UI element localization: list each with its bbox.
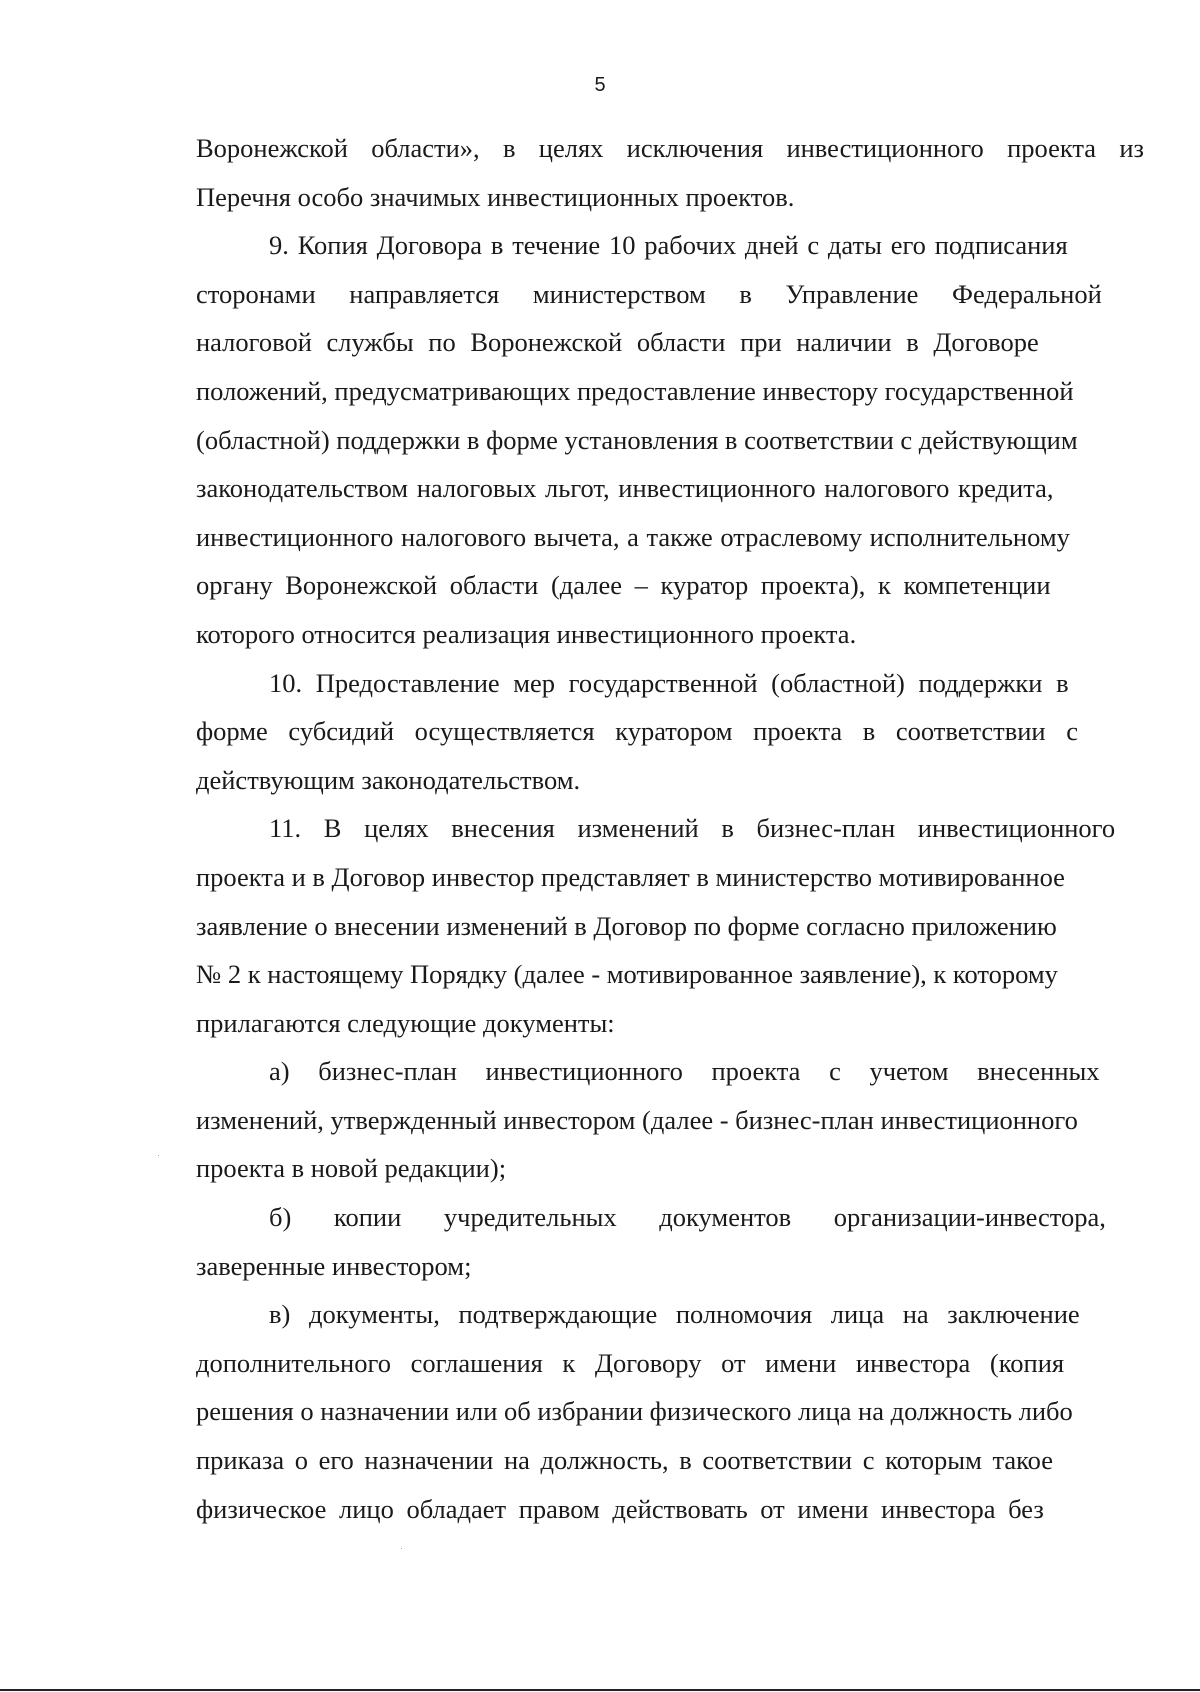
paragraph-item-10 [196,659,1144,805]
text-line: инвестиционного налогового вычета, а также отраслевому исполнительному [196,521,1070,552]
text-line: приказа о его назначении на должность, в соответствии с которым такое [196,1445,1054,1476]
text-line: заверенные инвестором; [196,1250,472,1281]
text-line: Воронежской области», в целях исключения инвестиционного проекта из [196,133,1144,163]
text-line: органу Воронежской области (далее – куратор проекта), к компетенции [196,570,1051,601]
text-line: Перечня особо значимых инвестиционных проектов. [196,181,795,212]
scan-artifact [401,1548,402,1549]
text-line: законодательством налоговых льгот, инвестиционного налогового кредита, [196,473,1054,504]
text-line: форме субсидий осуществляется куратором проекта в соответствии с [196,716,1078,747]
text-line: 9. Копия Договора в течение 10 рабочих дней с даты его подписания [269,230,1068,261]
text-line: сторонами направляется министерством в Управление Федеральной [196,278,1102,309]
text-line: действующим законодательством. [196,764,581,795]
paragraph-item-11 [196,804,1144,1047]
text-line: заявление о внесении изменений в Договор по форме согласно приложению [196,910,1057,941]
text-line: 10. Предоставление мер государственной (областной) поддержки в [269,667,1069,698]
text-line: решения о назначении или об избрании физического лица на должность либо [196,1396,1073,1427]
text-line: проекта и в Договор инвестор представляет в министерство мотивированное [196,861,1065,892]
paragraph-continuation [196,124,1144,221]
text-line: 11. В целях внесения изменений в бизнес-план инвестиционного [269,813,1116,844]
text-line: положений, предусматривающих предоставление инвестору государственной [196,375,1074,406]
document-body [196,124,1144,1533]
paragraph-sub-a [196,1047,1144,1193]
text-line: прилагаются следующие документы: [196,1007,615,1038]
page-bottom-edge [0,1689,1200,1691]
text-line: (областной) поддержки в форме установления в соответствии с действующим [196,424,1078,455]
text-line: которого относится реализация инвестиционного проекта. [196,618,857,649]
paragraph-sub-b [196,1193,1144,1290]
page-number: 5 [594,74,606,96]
text-line: физическое лицо обладает правом действовать от имени инвестора без [196,1493,1044,1524]
text-line: дополнительного соглашения к Договору от имени инвестора (копия [196,1347,1065,1378]
paragraph-item-9 [196,221,1144,658]
paragraph-sub-v [196,1290,1144,1533]
text-line: № 2 к настоящему Порядку (далее - мотивированное заявление), к которому [196,959,1058,990]
text-line: а) бизнес-план инвестиционного проекта с учетом внесенных [269,1056,1100,1087]
scan-artifact [158,1155,159,1156]
text-line: проекта в новой редакции); [196,1153,507,1184]
text-line: б) копии учредительных документов организации-инвестора, [269,1202,1106,1233]
text-line: изменений, утвержденный инвестором (далее - бизнес-план инвестиционного [196,1104,1078,1135]
text-line: в) документы, подтверждающие полномочия лица на заключение [269,1299,1080,1330]
text-line: налоговой службы по Воронежской области при наличии в Договоре [196,327,1039,358]
